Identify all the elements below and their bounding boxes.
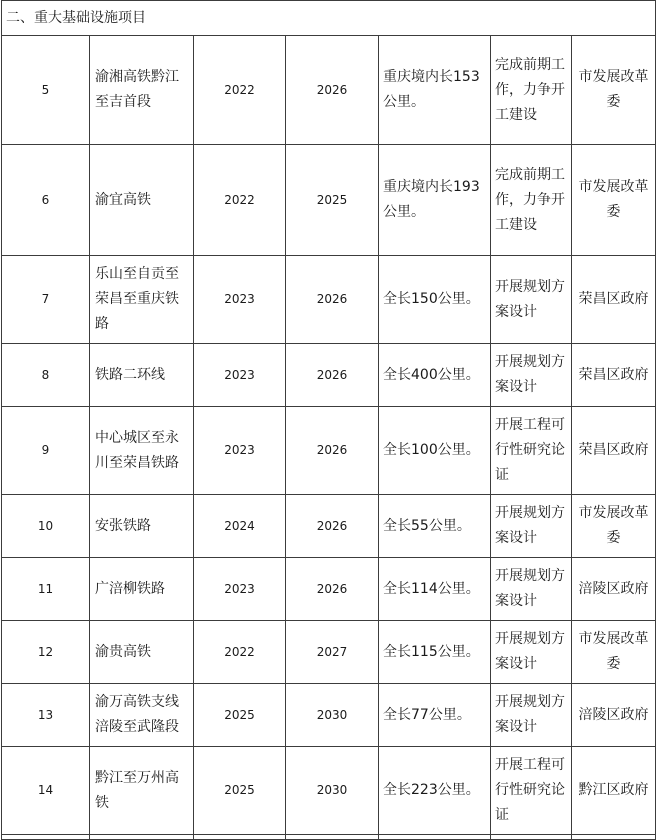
construction-scale-cell: 全长77公里。 [379,684,491,747]
table-row [2,495,656,558]
construction-scale-cell: 全长55公里。 [379,495,491,558]
start-year-cell: 2022 [194,621,286,684]
row-number-cell: 6 [2,145,90,256]
construction-scale-cell: 重庆境内长193公里。 [379,145,491,256]
end-year-cell: 2026 [286,495,379,558]
row-number-cell: 8 [2,344,90,407]
responsible-unit-cell: 市发展改革委 [572,621,656,684]
end-year-cell: 2026 [286,407,379,495]
project-name-cell: 黔江至万州高铁 [90,747,194,835]
responsible-unit-cell: 黔江区政府 [572,747,656,835]
responsible-unit-cell: 荣昌区政府 [572,407,656,495]
progress-cell: 完成前期工作，力争开工建设 [491,36,572,145]
table-row [2,36,656,145]
start-year-cell: 2025 [194,684,286,747]
end-year-cell: 2026 [286,36,379,145]
construction-scale-cell: 全长400公里。 [379,344,491,407]
row-number-cell: 13 [2,684,90,747]
end-year-cell: 2026 [286,344,379,407]
progress-cell: 开展规划方案设计 [491,621,572,684]
project-name-cell: 乐山至自贡至荣昌至重庆铁路 [90,256,194,344]
project-name-cell: 广涪柳铁路 [90,558,194,621]
progress-cell: 开展工程可行性研究论证 [491,747,572,835]
start-year-cell: 2024 [194,495,286,558]
progress-cell: 开展规划方案设计 [491,684,572,747]
table-row [2,407,656,495]
table-row [2,256,656,344]
empty-cell [90,835,194,840]
empty-cell [491,835,572,840]
construction-scale-cell: 全长223公里。 [379,747,491,835]
responsible-unit-cell: 市发展改革委 [572,495,656,558]
end-year-cell: 2025 [286,145,379,256]
project-name-cell: 渝宜高铁 [90,145,194,256]
progress-cell: 开展规划方案设计 [491,256,572,344]
table-row [2,621,656,684]
start-year-cell: 2025 [194,747,286,835]
table-row-continuation [2,835,656,840]
empty-cell [572,835,656,840]
start-year-cell: 2023 [194,558,286,621]
empty-cell [286,835,379,840]
progress-cell: 开展规划方案设计 [491,344,572,407]
start-year-cell: 2022 [194,145,286,256]
progress-cell: 开展规划方案设计 [491,495,572,558]
progress-cell: 开展工程可行性研究论证 [491,407,572,495]
end-year-cell: 2026 [286,256,379,344]
end-year-cell: 2027 [286,621,379,684]
responsible-unit-cell: 涪陵区政府 [572,558,656,621]
projects-table-body [2,1,656,840]
progress-cell: 完成前期工作，力争开工建设 [491,145,572,256]
end-year-cell: 2030 [286,684,379,747]
responsible-unit-cell: 荣昌区政府 [572,344,656,407]
end-year-cell: 2026 [286,558,379,621]
construction-scale-cell: 全长115公里。 [379,621,491,684]
projects-table [1,0,656,840]
table-row [2,145,656,256]
table-row [2,747,656,835]
responsible-unit-cell: 荣昌区政府 [572,256,656,344]
start-year-cell: 2023 [194,344,286,407]
start-year-cell: 2023 [194,256,286,344]
construction-scale-cell: 全长100公里。 [379,407,491,495]
project-name-cell: 铁路二环线 [90,344,194,407]
row-number-cell: 5 [2,36,90,145]
start-year-cell: 2023 [194,407,286,495]
empty-cell [2,835,90,840]
row-number-cell: 12 [2,621,90,684]
responsible-unit-cell: 涪陵区政府 [572,684,656,747]
end-year-cell: 2030 [286,747,379,835]
progress-cell: 开展规划方案设计 [491,558,572,621]
table-row [2,684,656,747]
section-header-row [2,1,656,36]
responsible-unit-cell: 市发展改革委 [572,36,656,145]
empty-cell [194,835,286,840]
row-number-cell: 9 [2,407,90,495]
table-row [2,344,656,407]
section-title: 二、重大基础设施项目 [2,1,656,36]
start-year-cell: 2022 [194,36,286,145]
responsible-unit-cell: 市发展改革委 [572,145,656,256]
construction-scale-cell: 全长114公里。 [379,558,491,621]
project-name-cell: 渝万高铁支线涪陵至武隆段 [90,684,194,747]
project-name-cell: 安张铁路 [90,495,194,558]
project-name-cell: 中心城区至永川至荣昌铁路 [90,407,194,495]
row-number-cell: 14 [2,747,90,835]
construction-scale-cell: 全长150公里。 [379,256,491,344]
construction-scale-cell: 重庆境内长153公里。 [379,36,491,145]
project-name-cell: 渝贵高铁 [90,621,194,684]
row-number-cell: 7 [2,256,90,344]
row-number-cell: 11 [2,558,90,621]
table-row [2,558,656,621]
project-name-cell: 渝湘高铁黔江至吉首段 [90,36,194,145]
empty-cell [379,835,491,840]
row-number-cell: 10 [2,495,90,558]
